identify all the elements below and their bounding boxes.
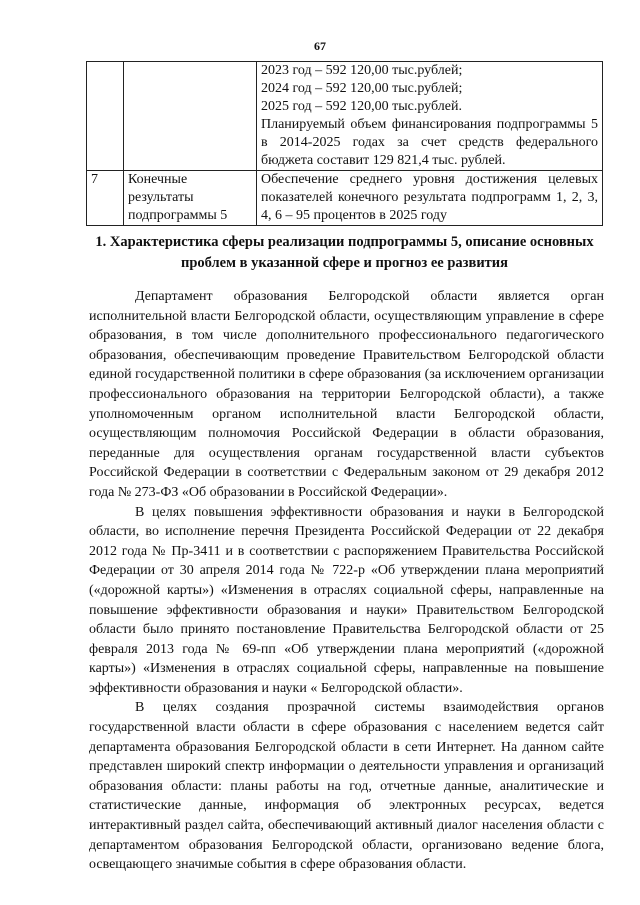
- section-heading: [86, 232, 603, 274]
- funding-line-2025: 2025 год – 592 120,00 тыс.рублей.: [261, 99, 462, 114]
- row-name-cell: [124, 62, 257, 171]
- body-text: [89, 287, 604, 875]
- row-name-line: Конечные: [128, 172, 188, 187]
- row-name-line: подпрограммы 5: [128, 208, 228, 223]
- row-number-cell: 7: [87, 171, 124, 226]
- results-text: Обеспечение среднего уровня достижения целевых показателей конечного результата подпрограмм 1, 2, 3, 4, 6 – 95 процентов в 2025 году: [261, 172, 598, 223]
- table-row-results: [87, 171, 603, 226]
- row-number-cell: [87, 62, 124, 171]
- paragraph-department: Департамент образования Белгородской области является орган исполнительной власти Белгородской области, осуществляющим управление в сфере образования, в том числе дополнительного профессионального педагогического образования, обеспечивающим проведение Правительством Белгородской области единой государственной политики в сфере образования (за исключением организации профессионального образования на территории Белгородской области), а также уполномоченным органом исполнительной власти Белгородской области, осуществляющим полномочия Российской Федерации в области образования, переданные для осуществления органам государственной власти субъектов Российской Федерации в соответствии с Федеральным законом от 29 декабря 2012 года № 273-ФЗ «Об образовании в Российской Федерации».: [89, 289, 604, 500]
- paragraph-website: В целях создания прозрачной системы взаимодействия органов государственной власти области в сфере образования с населением ведется сайт департамента образования Белгородской области в сети Интернет. На данном сайте представлен широкий спектр информации о деятельности управления и организаций образования области: планы работы на год, отчетные данные, аналитические и статистические данные, информация об электронных ресурсах, ведется интерактивный раздел сайта, обеспечивающий активный диалог населения области с департаментом образования Белгородской области, организовано ведение блога, освещающего значимые события в сфере образования области.: [89, 700, 604, 873]
- federal-budget-text: Планируемый объем финансирования подпрограммы 5 в 2014-2025 годах за счет средств федерального бюджета составит 129 821,4 тыс. рублей.: [261, 117, 598, 168]
- row-value-cell: [257, 62, 603, 171]
- passport-table: [86, 61, 603, 226]
- page-number: 67: [314, 39, 326, 53]
- section-heading-line-1: 1. Характеристика сферы реализации подпрограммы 5, описание основных: [95, 234, 594, 250]
- section-heading-line-2: проблем в указанной сфере и прогноз ее развития: [180, 255, 508, 271]
- row-name-line: результаты: [128, 190, 194, 205]
- paragraph-efficiency: В целях повышения эффективности образования и науки в Белгородской области, во исполнение перечня Президента Российской Федерации от 22 декабря 2012 года № Пр-3411 и в соответствии с распоряжением Правительства Российской Федерации от 30 апреля 2014 года № 722-р «Об утверждении плана мероприятий («дорожной карты») «Изменения в отраслях социальной сферы, направленные на повышение эффективности образования и науки» Правительством Белгородской области было принято постановление Правительства Белгородской области от 25 февраля 2013 года № 69-пп «Об утверждении плана мероприятий («дорожной карты») «Изменения в отраслях социальной сферы, направленные на повышение эффективности образования и науки « Белгородской области».: [89, 504, 604, 696]
- row-name-cell: [124, 171, 257, 226]
- funding-line-2023: 2023 год – 592 120,00 тыс.рублей;: [261, 63, 463, 78]
- table-row-funding: [87, 62, 603, 171]
- funding-line-2024: 2024 год – 592 120,00 тыс.рублей;: [261, 81, 463, 96]
- row-value-cell: [257, 171, 603, 226]
